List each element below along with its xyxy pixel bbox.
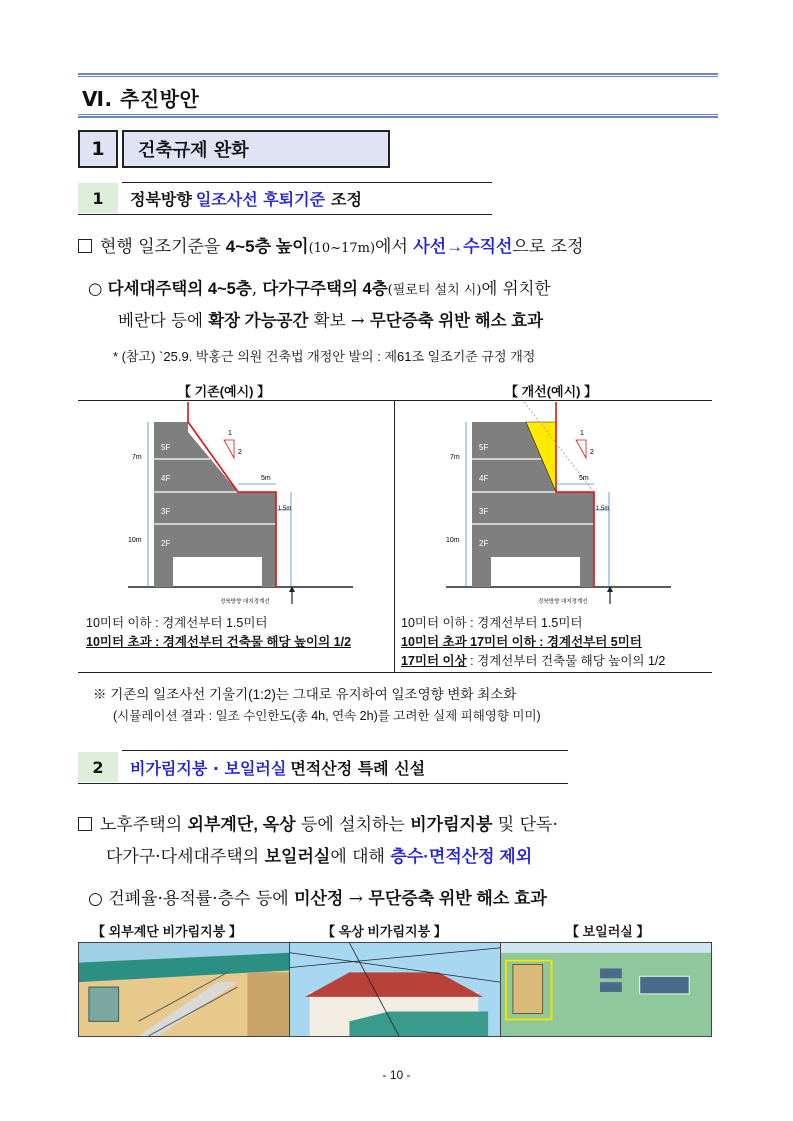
improved-note-3: 17미터 이상 : 경계선부터 건축물 해당 높이의 1/2 xyxy=(401,654,666,668)
building-mass xyxy=(154,422,276,587)
width-1-5m-label: 1.5m xyxy=(278,506,292,512)
slope-run-label: 2 xyxy=(238,449,242,456)
chapter-number: 1 xyxy=(78,130,118,168)
subsection-2-number: 2 xyxy=(78,752,118,782)
floor-label-5f: 5F xyxy=(479,443,489,452)
remark-line-1: ※ 기존의 일조사선 기울기(1:2)는 그대로 유지하여 일조영향 변화 최소화 xyxy=(93,687,517,702)
floor-label-2f: 2F xyxy=(161,539,171,548)
improved-note-2: 10미터 초과 17미터 이하 : 경계선부터 5미터 xyxy=(401,635,642,649)
photo-exterior-stairs xyxy=(78,942,290,1037)
reference-note: * (참고) `25.9. 박홍근 의원 건축법 개정안 발의 : 제61조 일조기준 규정 개정 xyxy=(113,349,536,364)
checkbox-square-icon xyxy=(78,239,92,253)
building-mass xyxy=(472,422,594,587)
slope-indicator xyxy=(576,430,594,458)
paragraph-3-line-2: 다가구·다세대주택의 보일러실에 대해 층수·면적산정 제외 xyxy=(106,847,533,867)
section-rule-top xyxy=(78,73,718,77)
subsection-number: 1 xyxy=(78,183,118,213)
photo-caption-boiler-room: 【 보일러실 】 xyxy=(566,924,650,939)
photo-caption-exterior-stairs: 【 외부계단 비가림지붕 】 xyxy=(92,924,242,939)
floor-label-5f: 5F xyxy=(161,443,171,452)
slope-rise-label: 1 xyxy=(580,430,584,437)
paragraph-2-line-1: ○ 다세대주택의 4~5층, 다가구주택의 4층(필로티 설치 시)에 위치한 xyxy=(88,279,551,298)
subsection-2-title: 비가림지붕 · 보일러실 면적산정 특례 신설 xyxy=(130,758,426,778)
checkbox-square-icon xyxy=(78,817,92,831)
width-5m-label: 5m xyxy=(261,475,271,482)
boundary-arrow-icon xyxy=(607,586,613,604)
height-10m-label: 10m xyxy=(446,537,460,544)
subsection-title: 정북방향 일조사선 후퇴기준 조정 xyxy=(130,189,362,209)
subsection-rule-top xyxy=(122,182,492,183)
diagram-existing xyxy=(78,402,394,610)
section-title: Ⅵ. 추진방안 xyxy=(82,87,200,111)
figure-bottom-rule xyxy=(78,672,712,673)
boundary-label: 정북방향 대지경계선 xyxy=(538,599,588,605)
slope-run-label: 2 xyxy=(590,449,594,456)
subsection-rule-bottom xyxy=(78,214,492,215)
floor-label-3f: 3F xyxy=(479,507,489,516)
paragraph-4: ○ 건폐율·용적률·층수 등에 미산정 → 무단증축 위반 해소 효과 xyxy=(88,889,547,909)
page-number: - 10 - xyxy=(382,1068,411,1082)
height-7m-label: 7m xyxy=(132,454,142,461)
figure-divider xyxy=(394,400,395,672)
width-1-5m-label: 1.5m xyxy=(596,506,610,512)
photo-boiler-room xyxy=(500,942,712,1037)
chapter-title: 건축규제 완화 xyxy=(122,130,390,168)
height-7m-label: 7m xyxy=(450,454,460,461)
floor-label-4f: 4F xyxy=(161,474,171,483)
width-5m-label: 5m xyxy=(579,475,589,482)
section-rule-bottom xyxy=(78,114,718,118)
subsection-2-rule-bottom xyxy=(78,783,568,784)
floor-label-4f: 4F xyxy=(479,474,489,483)
paragraph-1: 현행 일조기준을 4~5층 높이(10~17m)에서 사선→수직선으로 조정 xyxy=(78,232,584,257)
photo-caption-rooftop: 【 옥상 비가림지붕 】 xyxy=(322,924,447,939)
improved-note-1: 10미터 이하 : 경계선부터 1.5미터 xyxy=(401,616,583,630)
slope-rise-label: 1 xyxy=(228,430,232,437)
subsection-2-rule-top xyxy=(122,750,568,751)
boundary-arrow-icon xyxy=(289,586,295,604)
diagram-improved xyxy=(396,402,712,610)
photo-rooftop xyxy=(289,942,501,1037)
figure-top-rule xyxy=(78,400,712,401)
figure-caption-existing: 【 기존(예시) 】 xyxy=(178,384,271,399)
existing-note-1: 10미터 이하 : 경계선부터 1.5미터 xyxy=(86,616,268,630)
height-10m-label: 10m xyxy=(128,537,142,544)
paragraph-2-line-2: 베란다 등에 확장 가능공간 확보 → 무단증축 위반 해소 효과 xyxy=(118,311,544,330)
figure-caption-improved: 【 개선(예시) 】 xyxy=(505,384,598,399)
floor-label-3f: 3F xyxy=(161,507,171,516)
existing-note-2: 10미터 초과 : 경계선부터 건축물 해당 높이의 1/2 xyxy=(86,635,352,649)
paragraph-3-line-1: 노후주택의 외부계단, 옥상 등에 설치하는 비가림지붕 및 단독· xyxy=(78,810,558,835)
remark-line-2: (시뮬레이션 결과 : 일조 수인한도(총 4h, 연속 2h)를 고려한 실제 피해영향 미미) xyxy=(113,709,541,723)
slope-indicator xyxy=(224,430,242,458)
boundary-label: 정북방향 대지경계선 xyxy=(220,599,270,605)
floor-label-2f: 2F xyxy=(479,539,489,548)
